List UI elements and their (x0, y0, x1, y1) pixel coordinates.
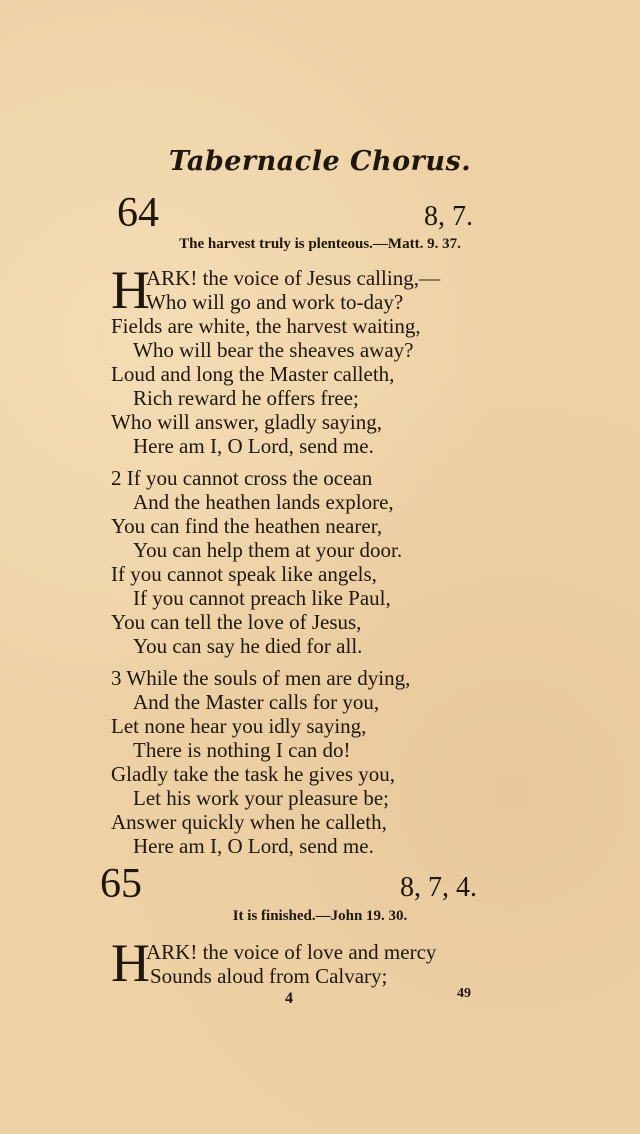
verse-line: Let his work your pleasure be; (133, 786, 390, 810)
verse-line: Let none hear you idly saying, (111, 714, 367, 738)
verse-line: Fields are white, the harvest waiting, (111, 314, 421, 338)
verse-line: ARK! the voice of love and mercy (146, 940, 437, 964)
verse-line: Who will bear the sheaves away? (133, 338, 414, 362)
hymn-65-drop-cap: H (111, 933, 150, 993)
verse-line: Gladly take the task he gives you, (111, 762, 396, 786)
running-title: Tabernacle Chorus. (168, 146, 472, 177)
hymn-64-number: 64 (117, 190, 159, 236)
verse-line: There is nothing I can do! (133, 738, 351, 762)
verse-line: If you cannot preach like Paul, (133, 586, 391, 610)
hymn-64-meter: 8, 7. (424, 201, 473, 232)
verse-line: And the heathen lands explore, (133, 490, 394, 514)
hymn-65-epigraph: It is finished.—John 19. 30. (232, 908, 408, 924)
verse-line: Rich reward he offers free; (133, 386, 359, 410)
hymn-64-drop-cap: H (111, 260, 150, 320)
signature-mark: 4 (285, 990, 293, 1007)
verse-line: ARK! the voice of Jesus calling,— (146, 266, 440, 290)
verse-line: If you cannot speak like angels, (111, 562, 377, 586)
verse-line: You can help them at your door. (133, 538, 403, 562)
hymn-65-number: 65 (100, 861, 142, 907)
verse-line: Here am I, O Lord, send me. (133, 834, 374, 858)
hymn-65-meter: 8, 7, 4. (400, 872, 477, 903)
verse-line: You can say he died for all. (133, 634, 363, 658)
verse-line: You can find the heathen nearer, (111, 514, 383, 538)
verse-line: Answer quickly when he calleth, (111, 810, 387, 834)
verse-line: Loud and long the Master calleth, (111, 362, 395, 386)
verse-line: You can tell the love of Jesus, (111, 610, 362, 634)
page-number: 49 (457, 986, 471, 1001)
verse-line: 2 If you cannot cross the ocean (111, 466, 373, 490)
verse-line: Here am I, O Lord, send me. (133, 434, 374, 458)
verse-line: Who will go and work to-day? (146, 290, 404, 314)
hymn-64-epigraph: The harvest truly is plenteous.—Matt. 9. 37. (179, 236, 461, 252)
verse-line: Who will answer, gladly saying, (111, 410, 382, 434)
verse-line: 3 While the souls of men are dying, (111, 666, 411, 690)
verse-line: And the Master calls for you, (133, 690, 380, 714)
verse-line: Sounds aloud from Calvary; (150, 964, 388, 988)
